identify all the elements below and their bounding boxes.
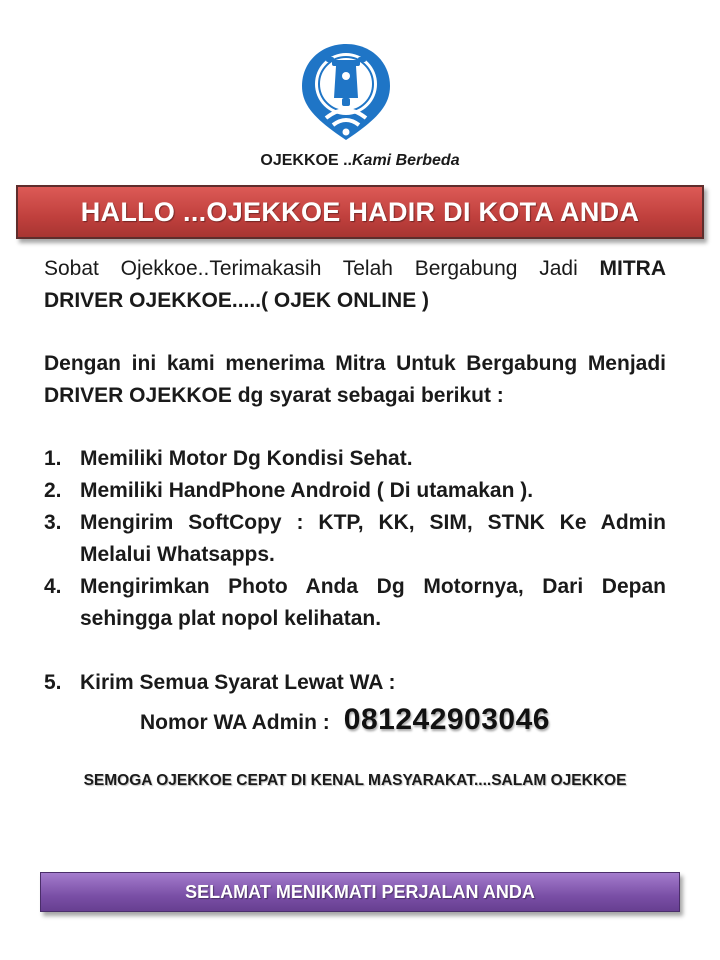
footer-text: SELAMAT MENIKMATI PERJALAN ANDA <box>185 881 535 902</box>
intro-bold: MITRA DRIVER OJEKKOE.....( OJEK ONLINE ) <box>44 257 666 312</box>
tagline-brand: OJEKKOE <box>260 152 339 169</box>
banner-title: HALLO ...OJEKKOE HADIR DI KOTA ANDA <box>80 196 640 227</box>
tagline-slogan: Kami Berbeda <box>352 152 460 169</box>
headline-banner <box>16 185 704 239</box>
list-item <box>44 475 666 507</box>
wa-label: Nomor WA Admin : <box>140 711 330 734</box>
main-content <box>44 253 666 699</box>
list-item-number: 2. <box>44 479 62 502</box>
list-item-text: Mengirimkan Photo Anda Dg Motornya, Dari Depan sehingga plat nopol kelihatan. <box>80 575 666 630</box>
list-item-number: 3. <box>44 511 62 534</box>
ojekkoe-logo <box>296 40 396 148</box>
requirements-list <box>44 443 666 699</box>
list-item-text: Mengirim SoftCopy : KTP, KK, SIM, STNK Ke Admin Melalui Whatsapps. <box>80 511 666 566</box>
closing-message: SEMOGA OJEKKOE CEPAT DI KENAL MASYARAKAT....SALAM OJEKKOE <box>83 772 627 789</box>
wa-number: 081242903046 <box>343 703 550 736</box>
tagline-separator: .. <box>338 152 352 169</box>
list-item-number: 1. <box>44 447 62 470</box>
intro-paragraph <box>44 253 666 317</box>
scooter-wifi-pin-icon <box>296 40 396 148</box>
list-item-number: 4. <box>44 575 62 598</box>
invite-paragraph: Dengan ini kami menerima Mitra Untuk Bergabung Menjadi DRIVER OJEKKOE dg syarat sebagai berikut : <box>44 352 666 407</box>
list-item-number: 5. <box>44 671 62 694</box>
list-item-text: Kirim Semua Syarat Lewat WA : <box>80 671 396 694</box>
footer-banner <box>40 872 680 912</box>
list-item <box>44 667 666 699</box>
whatsapp-contact <box>140 703 550 737</box>
list-item-text: Memiliki Motor Dg Kondisi Sehat. <box>80 447 413 470</box>
list-item-text: Memiliki HandPhone Android ( Di utamakan ). <box>80 479 534 502</box>
list-item <box>44 571 666 635</box>
list-item <box>44 443 666 475</box>
list-item <box>44 507 666 571</box>
tagline <box>0 152 720 170</box>
intro-text: Sobat Ojekkoe..Terimakasih Telah Bergabung Jadi <box>44 257 600 280</box>
